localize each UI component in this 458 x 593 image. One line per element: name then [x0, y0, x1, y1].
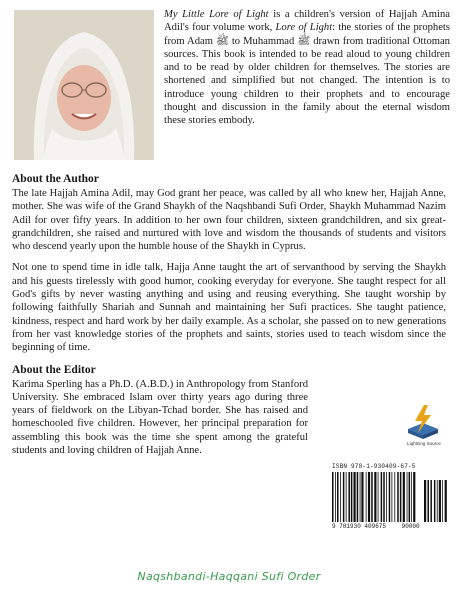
intro-paragraph [164, 8, 450, 128]
author-photo [14, 10, 154, 160]
intro-section [12, 8, 450, 166]
book-title: My Little Lore of Light [164, 9, 269, 20]
editor-section [12, 363, 446, 530]
editor-heading: About the Editor [12, 363, 96, 376]
barcode-number: 9 781930 409675 [332, 522, 387, 530]
intro-text-1: is a children's version of Hajjah Amina Adil's four volume work, [164, 9, 450, 34]
price-code: 90000 [401, 522, 420, 530]
isbn-text: ISBN 978-1-930409-67-5 [332, 462, 416, 470]
work-title: Lore of Light [275, 22, 333, 34]
book-lightning-icon [400, 403, 446, 443]
barcode [330, 463, 452, 535]
author-portrait-image [14, 10, 154, 160]
editor-paragraph: Karima Sperling has a Ph.D. (A.B.D.) in Anthropology from Stanford University. She embraced Islam over thirty years ago during three years of fieldwork on the Libyan-Tchad border. She has raised and homeschooled five children. However, her principal preparation for assembling this book was the time she spent among the grateful students and loving children of Hajjah Anne. [12, 378, 308, 457]
author-paragraph-2: Not one to spend time in idle talk, Hajja Anne taught the art of servanthood by serving the Shaykh and his guests tirelessly with good humor, cooking everyday for everyone. She taught respect for all God's gifts by never wasting anything and using and reusing everything. She taught worship by following faithfully Shariah and Sunnah and maintaining her Sufi practices. She taught patience, kindness, respect and hard work by her daily example. As a scholar, she passed on to new generations from her vast knowledge stories of the prophets and saints, stories used to teach wisdom since the beginning of time. [12, 262, 446, 354]
barcode-bars [332, 472, 450, 522]
barcode-digits [332, 523, 420, 530]
author-heading: About the Author [12, 173, 99, 185]
author-paragraph-1: The late Hajjah Amina Adil, may God grant her peace, was called by all who knew her, Hajjah Anne, mother. She was wife of the Grand Shaykh of the Naqshbandi Sufi Order, Shaykh Muhammad Nazim Adil for over fifty years. In addition to her own four children, sixteen grandchildren, and six great-grandchildren, she raised and nurtured with love and wisdom the thousands of students and visitors who descend yearly upon the humble house of the Shaykh in Cyprus. [12, 188, 446, 253]
publisher-logo-label: Lightning Source [407, 440, 441, 446]
intro-text-2: : the stories of the prophets from Adam ﷺ to Muhammad ﷺ drawn from traditional Ottoman sources. This book is intended to be read aloud to young children and to be read by older children for themselves. The stories are shortened and simplified but not changed. The intention is to introduce young children to their prophets and to encourage thought and discussion in the family about the eternal wisdom these stories embody. [164, 22, 450, 127]
footer-publisher-name: Naqshbandi-Haqqani Sufi Order [137, 570, 321, 583]
